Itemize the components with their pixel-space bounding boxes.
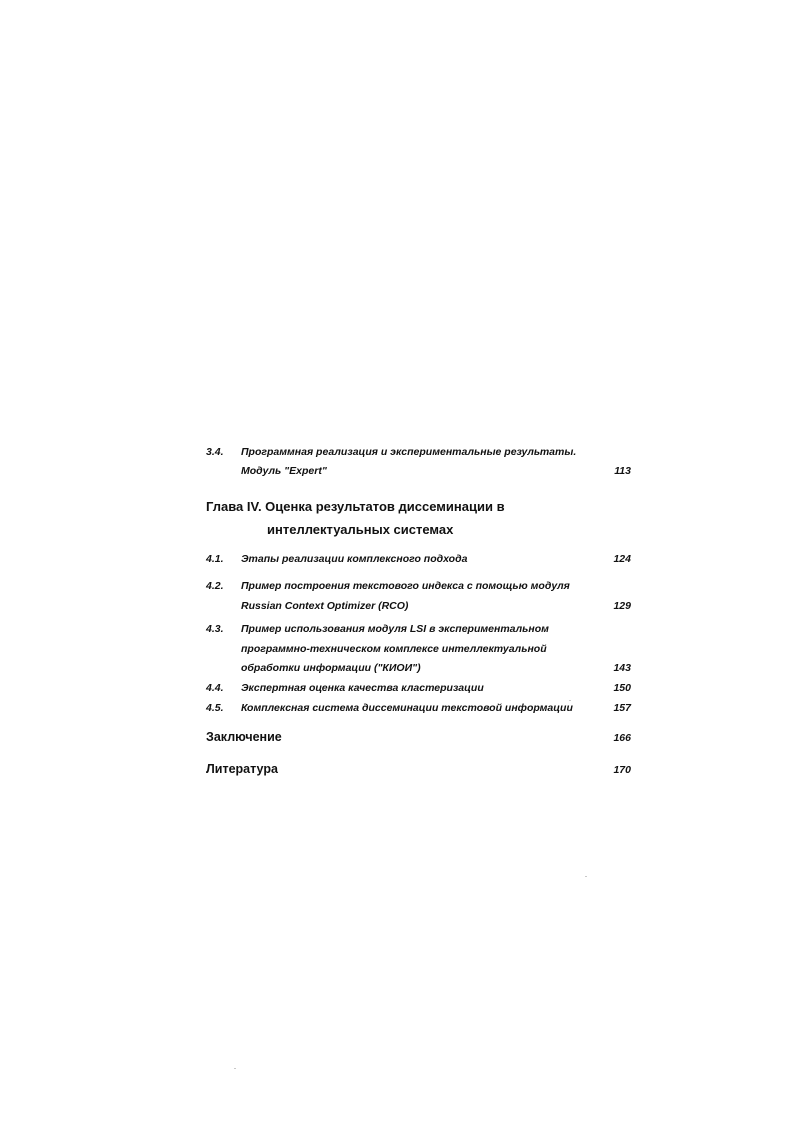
toc-entry-page-number: 143: [613, 662, 631, 674]
toc-entry-page-number: 124: [613, 553, 631, 565]
toc-entry-title-line-2: Russian Context Optimizer (RCO): [241, 600, 409, 612]
toc-entry-title: Заключение: [206, 730, 282, 744]
toc-entry-number: 4.2.: [206, 580, 224, 592]
toc-entry-page-number: 150: [613, 682, 631, 694]
toc-entry-title-line-3: обработки информации ("КИОИ"): [241, 662, 421, 674]
toc-entry-4-4[interactable]: [0, 682, 795, 698]
scan-speck: [234, 1068, 236, 1069]
chapter-4-title-line-2: интеллектуальных системах: [267, 522, 454, 537]
toc-entry-title-line-1: Пример использования модуля LSI в экспериментальном: [241, 623, 549, 635]
toc-entry-conclusion[interactable]: [0, 730, 795, 748]
scan-speck: [569, 700, 571, 701]
toc-entry-4-3[interactable]: [0, 623, 795, 677]
toc-entry-page-number: 113: [614, 465, 631, 477]
toc-entry-4-5[interactable]: [0, 702, 795, 718]
toc-entry-number: 3.4.: [206, 446, 224, 458]
chapter-4-title-line-1: Глава IV. Оценка результатов диссеминации в: [206, 499, 505, 514]
toc-entry-3-4[interactable]: [0, 446, 795, 482]
toc-entry-literature[interactable]: [0, 762, 795, 780]
toc-entry-4-2[interactable]: [0, 580, 795, 616]
toc-entry-number: 4.1.: [206, 553, 224, 565]
toc-entry-4-1[interactable]: [0, 553, 795, 569]
toc-entry-title-line-2: Модуль "Expert": [241, 465, 327, 477]
toc-entry-page-number: 129: [613, 600, 631, 612]
toc-entry-number: 4.4.: [206, 682, 224, 694]
toc-entry-title: Литература: [206, 762, 278, 776]
toc-entry-title-line-1: Пример построения текстового индекса с помощью модуля: [241, 580, 570, 592]
toc-entry-number: 4.5.: [206, 702, 224, 714]
chapter-4-heading: [0, 499, 795, 543]
toc-entry-title-line-1: Комплексная система диссеминации текстовой информации: [241, 702, 573, 714]
toc-entry-page-number: 157: [613, 702, 631, 714]
toc-entry-title-line-1: Программная реализация и экспериментальные результаты.: [241, 446, 577, 458]
toc-entry-title-line-2: программно-техническом комплексе интеллектуальной: [241, 643, 547, 655]
toc-entry-number: 4.3.: [206, 623, 224, 635]
toc-entry-title-line-1: Этапы реализации комплексного подхода: [241, 553, 468, 565]
toc-entry-page-number: 166: [613, 732, 631, 744]
scan-speck: [585, 876, 587, 877]
toc-entry-page-number: 170: [613, 764, 631, 776]
toc-entry-title-line-1: Экспертная оценка качества кластеризации: [241, 682, 484, 694]
